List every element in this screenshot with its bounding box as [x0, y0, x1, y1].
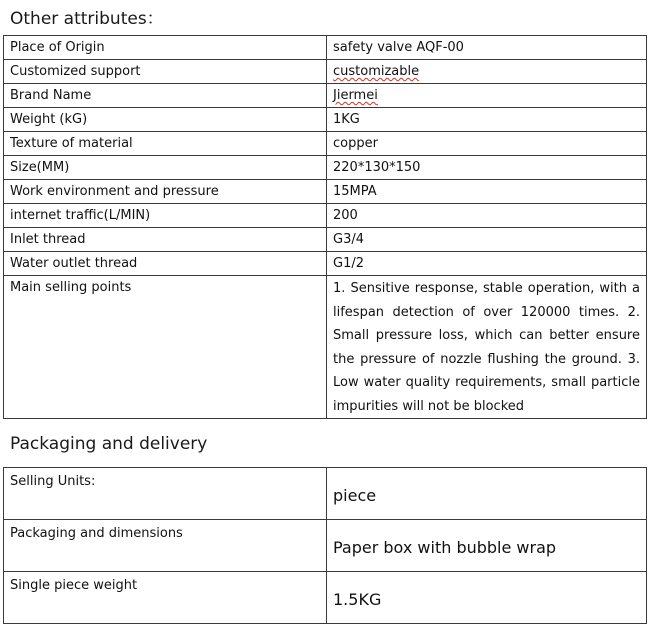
attr-key: Place of Origin — [4, 36, 327, 60]
attr-value: 1. Sensitive response, stable operation, with a lifespan detection of over 120000 times. 2. Small pressure loss, which can better ensure the pressure of nozzle flushing the ground. 3. Low water quality requirements, small particle impurities will not be blocked — [327, 276, 647, 419]
table-row — [4, 204, 647, 228]
table-row — [4, 108, 647, 132]
attr-key: Texture of material — [4, 132, 327, 156]
attr-key: internet traffic(L/MIN) — [4, 204, 327, 228]
table-row — [4, 228, 647, 252]
attr-value: G3/4 — [327, 228, 647, 252]
attr-value: safety valve AQF-00 — [327, 36, 647, 60]
table-row — [4, 132, 647, 156]
table-row — [4, 572, 647, 624]
attr-value: 15MPA — [327, 180, 647, 204]
table-row — [4, 180, 647, 204]
attr-key: Inlet thread — [4, 228, 327, 252]
attr-value: G1/2 — [327, 252, 647, 276]
pack-key: Selling Units: — [4, 468, 327, 520]
attr-key: Main selling points — [4, 276, 327, 419]
attr-value-text: customizable — [333, 64, 420, 79]
attr-key: Brand Name — [4, 84, 327, 108]
table-row — [4, 60, 647, 84]
packaging-table — [3, 467, 647, 624]
attr-value — [327, 60, 647, 84]
pack-key: Packaging and dimensions — [4, 520, 327, 572]
attr-key: Customized support — [4, 60, 327, 84]
attr-value: 200 — [327, 204, 647, 228]
packaging-heading: Packaging and delivery — [10, 434, 208, 454]
attr-value: copper — [327, 132, 647, 156]
pack-value: Paper box with bubble wrap — [327, 520, 647, 572]
attr-key: Water outlet thread — [4, 252, 327, 276]
attr-value: 1KG — [327, 108, 647, 132]
pack-value: 1.5KG — [327, 572, 647, 624]
table-row — [4, 84, 647, 108]
table-row — [4, 520, 647, 572]
table-row — [4, 36, 647, 60]
attr-value: 220*130*150 — [327, 156, 647, 180]
table-row — [4, 252, 647, 276]
attr-key: Work environment and pressure — [4, 180, 327, 204]
table-row — [4, 276, 647, 419]
table-row — [4, 468, 647, 520]
pack-key: Single piece weight — [4, 572, 327, 624]
attr-value — [327, 84, 647, 108]
other-attributes-heading: Other attributes： — [10, 9, 164, 29]
attr-value-text: Jiermei — [333, 88, 378, 103]
attr-key: Size(MM) — [4, 156, 327, 180]
pack-value: piece — [327, 468, 647, 520]
table-row — [4, 156, 647, 180]
attributes-table — [3, 35, 647, 419]
attr-key: Weight (kG) — [4, 108, 327, 132]
